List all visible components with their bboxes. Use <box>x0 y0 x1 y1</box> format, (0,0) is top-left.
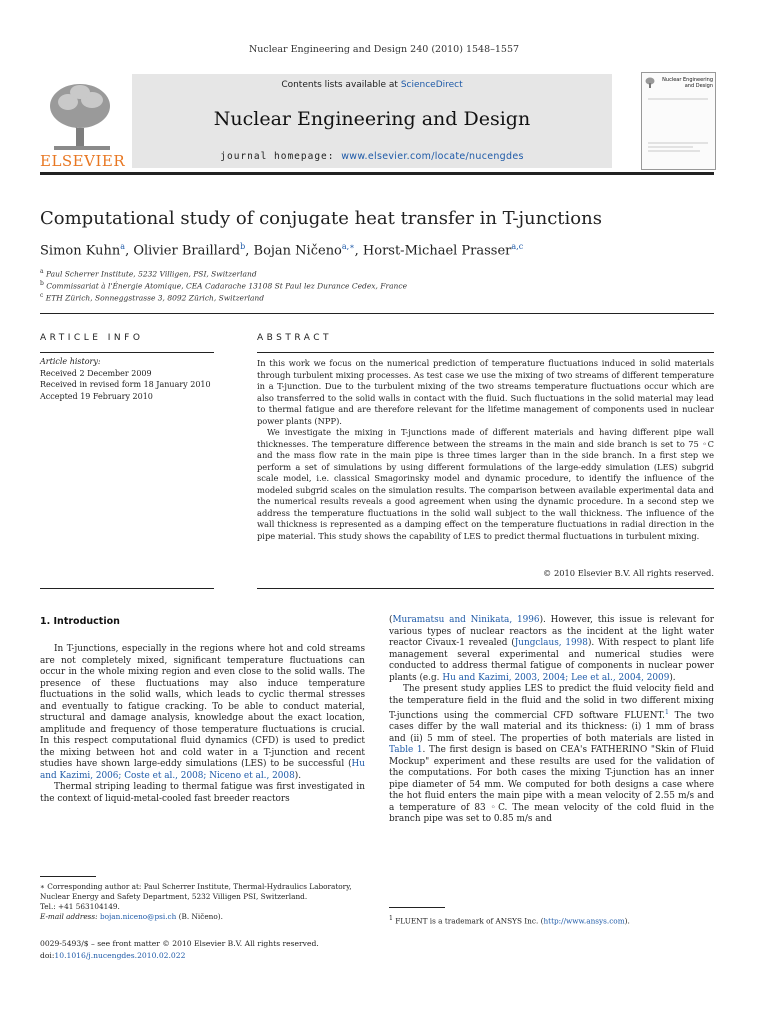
body-paragraph: In T-junctions, especially in the regions where hot and cold streams are not completely mixed, significant temperature fluctuations can occur in the whole mixing region and even close to the solid walls. The presence of these fluctuations may also induce temperature fluctuations in the solid walls, which leads to cyclic thermal stresses and eventually to fatigue cracking. To be able to conduct material, structural and damage analysis, knowledge about the exact location, amplitude and frequency of those temperature fluctuations is crucial. In this respect computational fluid dynamics (CFD) is used to predict the mixing between hot and cold water in a T-junction and recent studies have shown large-eddy simulations (LES) to be successful (Hu and Kazimi, 2006; Coste et al., 2008; Niceno et al., 2008). <box>40 644 365 781</box>
doi-line: doi:10.1016/j.nucengdes.2010.02.022 <box>40 951 186 960</box>
body-paragraph: (Muramatsu and Ninikata, 1996). However, this issue is relevant for various types of nuclear reactors as the incident at the light water reactor Civaux-1 revealed (Jungclaus, 1998). With respect to plant life management several experimental and numerical studies were conducted to address thermal fatigue of components in nuclear power plants (e.g. Hu and Kazimi, 2003, 2004; Lee et al., 2004, 2009). <box>389 615 715 683</box>
cover-tree-icon <box>645 77 655 89</box>
doi-link[interactable]: 10.1016/j.nucengdes.2010.02.022 <box>54 951 186 960</box>
abstract-heading: ABSTRACT <box>257 333 333 343</box>
fluent-footnote: $^1$ FLUENT is a trademark of ANSYS Inc. (http://www.ansys.com). <box>389 915 630 926</box>
affiliation: $^a$ Paul Scherrer Institute, 5232 Villigen, PSI, Switzerland <box>40 268 257 279</box>
citation-link[interactable]: Muramatsu and Ninikata, 1996 <box>392 615 540 625</box>
author-sup[interactable]: b <box>240 242 246 251</box>
history-item: Received 2 December 2009 <box>40 368 152 378</box>
contents-line <box>132 80 612 90</box>
body-paragraph: Thermal striping leading to thermal fatigue was first investigated in the context of liquid-metal-cooled fast breeder reactors <box>40 782 365 804</box>
abstract-body <box>257 358 714 542</box>
front-matter <box>40 938 319 962</box>
issn-line: 0029-5493/$ – see front matter © 2010 Elsevier B.V. All rights reserved. <box>40 939 319 948</box>
author-sup[interactable]: a <box>120 242 126 251</box>
author-name: Olivier Braillard <box>133 243 241 259</box>
journal-cover-thumbnail <box>641 72 716 170</box>
author-list: Simon Kuhn$^a$, Olivier Braillard$^b$, Bojan Ničeno$^{a,∗}$, Horst-Michael Prasser$^{a,c}$ <box>40 242 524 259</box>
article-info-bottom-rule <box>40 588 214 589</box>
author-sup[interactable]: a,∗ <box>341 242 355 251</box>
table-link[interactable]: Table 1 <box>389 745 423 756</box>
journal-title: Nuclear Engineering and Design <box>213 108 531 130</box>
abstract-paragraph: We investigate the mixing in T-junctions made of different materials and having different pipe wall thicknesses. The temperature difference between the streams in the main and side branch is set to 75 ◦C and the mass flow rate in the main pipe is three times larger than in the side branch. In a first step we perform a set of simulations by using different formulations of the large-eddy simulation (LES) subgrid scale model, i.e. classical Smagorinsky model and dynamic procedure, to identify the influence of the modeled subgrid scales on the simulation results. The comparison between available experimental data and the numerical results reveals a good agreement when using the dynamic procedure. In a second step we address the temperature fluctuations in the solid wall subject to the wall thickness. The influence of the wall thickness is represented as a damping effect on the temperature fluctuations in radial direction in the pipe material. This study shows the capability of LES to predict thermal fluctuations in turbulent mixing. <box>257 427 714 541</box>
author-name: Horst-Michael Prasser <box>362 243 512 259</box>
sciencedirect-link[interactable]: ScienceDirect <box>400 80 463 90</box>
article-info-heading: ARTICLE INFO <box>40 333 144 343</box>
body-paragraph: The present study applies LES to predict the fluid velocity field and the temperature field in the fluid and the solid in two different mixing T-junctions using the commercial CFD software FLUENT.$^1$ The two cases differ by the wall material and its thickness: (i) 1 mm of brass and (ii) 5 mm of steel. The properties of both materials are listed in Table 1. The first design is based on CEA's FATHERINO "Skin of Fluid Mockup" experiment and these results are used for the validation of the computations. For both cases the mixing T-junction has an inner pipe diameter of 54 mm. We computed for both designs a case where the hot fluid enters the main pipe with a mean velocity of 2.55 m/s and a temperature of 83 ◦C. The mean velocity of the cold fluid in the branch pipe was set to 0.85 m/s and <box>389 684 715 825</box>
body-column-right <box>389 615 714 826</box>
citation-link[interactable]: Hu and Kazimi, 2006; Coste et al., 2008; Niceno et al., 2008 <box>40 759 365 781</box>
title-rule <box>40 313 714 314</box>
corresponding-author-footnote: ∗ Corresponding author at: Paul Scherrer Institute, Thermal-Hydraulics Laboratory, Nuclear Energy and Safety Department, 5232 Villigen PSI, Switzerland. Tel.: +41 563104149. E-mail address: bojan.niceno@psi.ch (B. Ničeno). <box>40 882 352 921</box>
history-label: Article history: <box>40 357 101 366</box>
homepage-prefix: journal homepage: <box>220 151 342 162</box>
footnote-rule <box>40 876 96 877</box>
abstract-bottom-rule <box>257 588 714 589</box>
affiliation: $^c$ ETH Zürich, Sonneggstrasse 3, 8092 Zürich, Switzerland <box>40 292 265 303</box>
abstract-copyright: © 2010 Elsevier B.V. All rights reserved. <box>543 568 714 578</box>
abstract-rule <box>257 352 714 353</box>
email-link[interactable]: bojan.niceno@psi.ch <box>99 912 177 921</box>
footnote-ref[interactable]: 1 <box>664 709 669 716</box>
header-rule <box>40 172 714 175</box>
author-name: Simon Kuhn <box>40 243 121 259</box>
article-title: Computational study of conjugate heat transfer in T-junctions <box>40 208 602 229</box>
article-info-rule <box>40 352 214 353</box>
footnote-rule <box>389 907 445 908</box>
section-heading-introduction: 1. Introduction <box>40 616 120 627</box>
citation-link[interactable]: Jungclaus, 1998 <box>514 638 588 648</box>
author-sup[interactable]: a,c <box>511 242 524 251</box>
publisher-name: ELSEVIER <box>40 152 126 170</box>
body-column-left <box>40 644 365 805</box>
history-item: Accepted 19 February 2010 <box>40 391 153 401</box>
cover-title: Nuclear Engineering and Design <box>662 77 713 89</box>
citation-link[interactable]: Hu and Kazimi, 2003, 2004; Lee et al., 2004, 2009 <box>442 672 670 683</box>
ansys-link[interactable]: http://www.ansys.com <box>543 916 625 926</box>
journal-reference: Nuclear Engineering and Design 240 (2010) 1548–1557 <box>248 44 520 55</box>
homepage-link[interactable]: www.elsevier.com/locate/nucengdes <box>341 151 524 162</box>
homepage-line <box>132 151 612 162</box>
contents-prefix: Contents lists available at <box>281 80 401 90</box>
affiliation: $^b$ Commissariat à l'Énergie Atomique, CEA Cadarache 13108 St Paul lez Durance Cedex, France <box>40 280 408 291</box>
author-name: Bojan Ničeno <box>253 243 342 259</box>
cover-text-lines <box>648 97 708 155</box>
article-history <box>40 356 215 402</box>
history-item: Received in revised form 18 January 2010 <box>40 380 211 389</box>
abstract-paragraph: In this work we focus on the numerical prediction of temperature fluctuations induced in solid materials through turbulent mixing processes. As test case we use the mixing of two streams of different temperature in a T-junction. Due to the turbulent mixing of the two streams temperature fluctuations occur which are also transferred to the solid walls in contact with the fluid. Such fluctuations in the solid material may lead to thermal fatigue and are therefore relevant for the lifetime management of components used in nuclear power plants (NPP). <box>257 358 714 426</box>
